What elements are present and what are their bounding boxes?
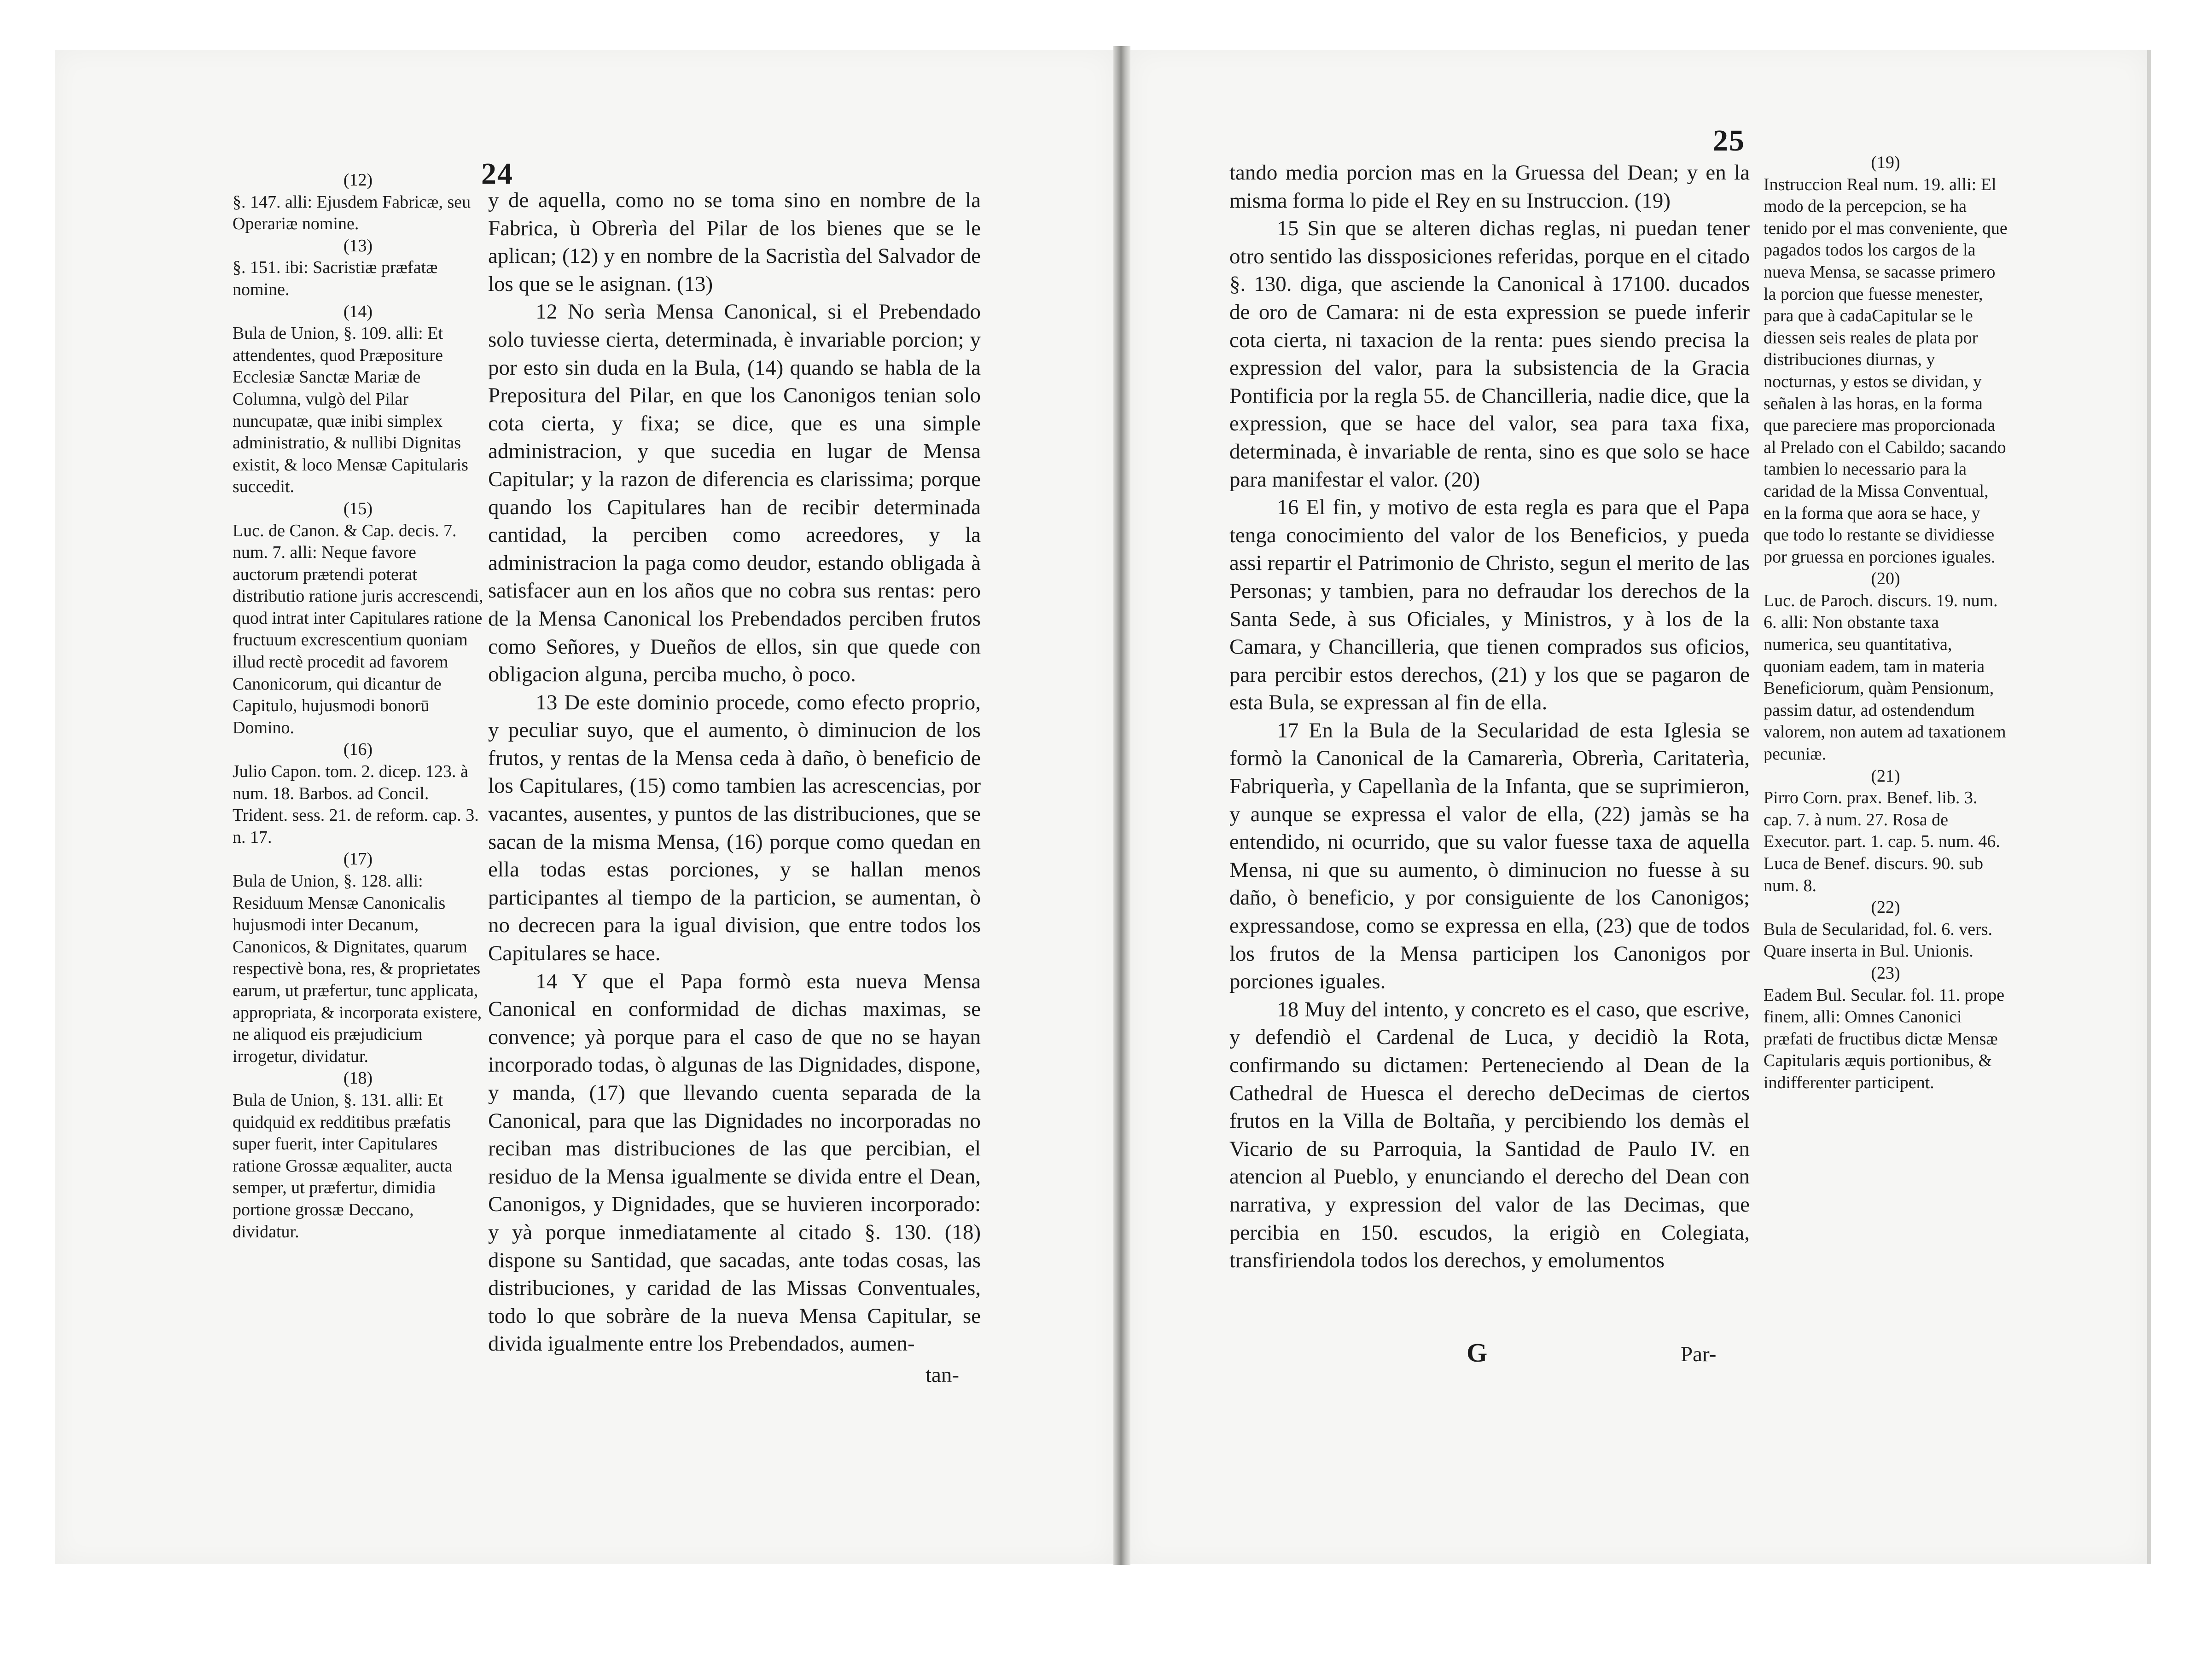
note-text: Pirro Corn. prax. Benef. lib. 3. cap. 7. à num. 27. Rosa de Executor. part. 1. cap. 5. num. 46. Luca de Benef. discurs. 90. sub num. 8. <box>1764 788 2000 895</box>
margin-note <box>233 739 483 848</box>
note-text: Instruccion Real num. 19. alli: El modo de la percepcion, se ha tenido por el mas conveniente, que pagados todos los cargos de la nueva Mensa, se sacasse primero la porcion que fuesse menester, para que à cadaCapitular se le diessen seis reales de plata por distribuciones diurnas, y nocturnas, y estos se dividan, y señalen à las horas, en la forma que pareciere mas proporcionada al Prelado con el Cabildo; sacando tambien lo necessario para la caridad de la Missa Conventual, en la forma que aora se hace, y que todo lo restante se dividiesse por gruessa en porciones iguales. <box>1764 174 2008 567</box>
note-text: §. 151. ibi: Sacristiæ præfatæ nomine. <box>233 258 438 299</box>
note-text: Luc. de Canon. & Cap. decis. 7. num. 7. alli: Neque favore auctorum prætendi poterat distributio ratione juris accrescendi, quod intrat inter Capitulares ratione fructuum excrescentium quoniam illud rectè procedit ad favorem Canonicorum, qui dicantur de Capitulo, hujusmodi bonorū Domino. <box>233 521 483 737</box>
body-paragraph: y de aquella, como no se toma sino en nombre de la Fabrica, ù Obrerìa del Pilar de los bienes que se le aplican; (12) y en nombre de la Sacristìa del Salvador de los que se le asignan. (13) <box>488 188 981 296</box>
body-paragraph: 12 No serìa Mensa Canonical, si el Prebendado solo tuviesse cierta, determinada, è invariable porcion; y por esto sin duda en la Bula, (14) quando se habla de la Prepositura del Pilar, en que los Canonigos tenian solo cota cierta, y fixa; se dice, que es una simple administracion, y que sucedia en lugar de Mensa Capitular; y la razon de diferencia es clarissima; porque quando los Capitulares han de recibir determinada cantidad, la perciben como acreedores, y la administracion la paga como deudor, estando obligada à satisfacer aun en los años que no cobra sus rentas: pero de la Mensa Canonical los Prebendados perciben frutos como Señores, y Dueños de ellos, sin que quede con obligacion alguna, perciba mucho, ò poco. <box>488 300 981 687</box>
margin-note <box>1764 963 2008 1094</box>
signature-mark: G <box>1467 1338 1488 1368</box>
note-number: (14) <box>343 302 373 321</box>
left-body-text <box>488 186 981 1358</box>
note-number: (23) <box>1871 963 1900 983</box>
left-margin-notes <box>233 169 483 1243</box>
body-paragraph: 13 De este dominio procede, como efecto proprio, y peculiar suyo, que el aumento, ò diminucion de los frutos, y rentas de la Mensa ceda à daño, ò beneficio de los Capitulares, (15) como tambien las acrescencias, por vacantes, ausentes, y puntos de las distribuciones, que se sacan de la misma Mensa, (16) porque como quedan en ella todas estas porciones, y se hallan menos participantes al tiempo de la particion, se aumentan, ò no decrecen para la igual division, que entre todos los Capitulares se hace. <box>488 690 981 966</box>
note-number: (13) <box>343 236 373 255</box>
body-paragraph: tando media porcion mas en la Gruessa del Dean; y en la misma forma lo pide el Rey en su Instruccion. (19) <box>1229 161 1750 213</box>
note-text: §. 147. alli: Ejusdem Fabricæ, seu Operariæ nomine. <box>233 192 471 234</box>
margin-note <box>233 1067 483 1243</box>
note-text: Julio Capon. tom. 2. dicep. 123. à num. 18. Barbos. ad Concil. Trident. sess. 21. de reform. cap. 3. n. 17. <box>233 762 479 847</box>
body-paragraph: 16 El fin, y motivo de esta regla es para que el Papa tenga conocimiento del valor de los Beneficios, y pueda assi repartir el Patrimonio de Christo, segun el merito de las Personas; y tambien, para no defraudar los derechos de la Santa Sede, à sus Oficiales, y Ministros, y à los de la Camara, y Chancilleria, que tienen comprados sus oficios, para percibir estos derechos, (21) y los que se pagaron de esta Bula, se expressan al fin de ella. <box>1229 495 1750 715</box>
left-catchword: tan- <box>926 1363 960 1387</box>
note-number: (16) <box>343 740 373 760</box>
margin-note <box>233 301 483 498</box>
right-body-text <box>1229 159 1750 1275</box>
note-number: (19) <box>1871 153 1900 172</box>
book-gutter <box>1113 46 1130 1565</box>
note-text: Bula de Union, §. 131. alli: Et quidquid ex redditibus præfatis super fuerit, inter Capitulares ratione Grossæ æqualiter, aucta semper, ut præfertur, dimidia portione grossæ Deccano, dividatur. <box>233 1090 453 1241</box>
right-catchword: Par- <box>1681 1342 1717 1366</box>
margin-note <box>1764 897 2008 963</box>
margin-note <box>233 498 483 739</box>
margin-note <box>1764 766 2008 897</box>
note-number: (20) <box>1871 569 1900 589</box>
right-page-number: 25 <box>1713 124 1745 157</box>
body-paragraph: 17 En la Bula de la Secularidad de esta Iglesia se formò la Canonical de la Camarerìa, Obrerìa, Caritaterìa, Fabriquerìa, y Capellanìa de la Infanta, que se suprimieron, y aunque se expressa el valor de ella, (22) jamàs se ha entendido, ni ocurrido, que su valor fuesse taxa de aquella Mensa, ni que su aumento, ò diminucion no fuesse à su daño, ò beneficio, y por consiguiente de los Canonigos; expressandose, como se expressa en ella, (23) que de todos los frutos de la Mensa participen los Canonigos por porciones iguales. <box>1229 718 1750 994</box>
margin-note <box>233 235 483 301</box>
body-paragraph: 18 Muy del intento, y concreto es el caso, que escrive, y defendiò el Cardenal de Luca, y decidiò la Rota, confirmando su dictamen: Perteneciendo al Dean de la Cathedral de Huesca el derecho deDecimas de ciertos frutos en la Villa de Boltaña, y percibiendo los demàs el Vicario de su Parroquia, la Santidad de Paulo IV. en atencion al Pueblo, y enunciando el derecho del Dean con narrativa, y expression del valor de las Decimas, que percibia en 150. escudos, la erigiò en Colegiata, transfiriendola todos los derechos, y emolumentos <box>1229 997 1750 1273</box>
left-page-number: 24 <box>481 157 513 191</box>
margin-note <box>233 169 483 235</box>
note-number: (18) <box>343 1068 373 1088</box>
note-number: (17) <box>343 849 373 869</box>
note-number: (12) <box>343 170 373 190</box>
margin-note <box>1764 568 2008 765</box>
page-edge <box>2147 50 2151 1564</box>
right-margin-notes <box>1764 152 2008 1094</box>
note-number: (15) <box>343 499 373 518</box>
note-number: (22) <box>1871 898 1900 917</box>
body-paragraph: 15 Sin que se alteren dichas reglas, ni puedan tener otro sentido las dissposiciones referidas, porque en el citado §. 130. diga, que asciende la Canonical à 17100. ducados de oro de Camara: ni de esta expression se puede inferir cota cierta, ni taxacion de la renta: pues siendo precisa la expression del valor, para la subsistencia de la Gracia Pontificia por la regla 55. de Chancilleria, nadie dice, que la expression, que se hace del valor, sea para taxa fixa, determinada, è invariable de renta, sino es que solo se hace para manifestar el valor. (20) <box>1229 216 1750 492</box>
note-text: Eadem Bul. Secular. fol. 11. prope finem, alli: Omnes Canonici præfati de fructibus dictæ Mensæ Capitularis æquis portionibus, & indifferenter participent. <box>1764 985 2005 1092</box>
body-paragraph: 14 Y que el Papa formò esta nueva Mensa Canonical en conformidad de dichas maximas, se convence; yà porque para el caso de que no se hayan incorporado todas, ò algunas de las Dignidades, dispone, y manda, (17) que llevando cuenta separada de la Canonical, para que las Dignidades no incorporadas no reciban mas distribuciones de las que percibian, el residuo de la Mensa igualmente se divida entre el Dean, Canonigos, y Dignidades, que se huvieren incorporado: y yà porque inmediatamente al citado §. 130. (18) dispone su Santidad, que sacadas, ante todas cosas, las distribuciones, y caridad de las Missas Conventuales, todo lo que sobràre de la nueva Mensa Capitular, se divida igualmente entre los Prebendados, aumen- <box>488 969 981 1356</box>
note-text: Bula de Secularidad, fol. 6. vers. Quare inserta in Bul. Unionis. <box>1764 919 1993 961</box>
margin-note <box>233 848 483 1067</box>
note-text: Bula de Union, §. 128. alli: Residuum Mensæ Canonicalis hujusmodi inter Decanum, Canonicos, & Dignitates, quarum respectivè bona, res, & proprietates earum, ut præfertur, tunc applicata, appropriata, & incorporata existere, ne aliquod eis præjudicium irrogetur, dividatur. <box>233 871 482 1066</box>
margin-note <box>1764 152 2008 568</box>
note-number: (21) <box>1871 766 1900 786</box>
note-text: Luc. de Paroch. discurs. 19. num. 6. alli: Non obstante taxa numerica, seu quantitativa, quoniam eadem, tam in materia Beneficiorum, quàm Pensionum, passim datur, ad ostendendum valorem, non autem ad taxationem pecuniæ. <box>1764 591 2006 764</box>
note-text: Bula de Union, §. 109. alli: Et attendentes, quod Præpositure Ecclesiæ Sanctæ Mariæ de Columna, vulgò del Pilar nuncupatæ, quæ inibi simplex administratio, & nullibi Dignitas existit, & loco Mensæ Capitularis succedit. <box>233 324 468 497</box>
